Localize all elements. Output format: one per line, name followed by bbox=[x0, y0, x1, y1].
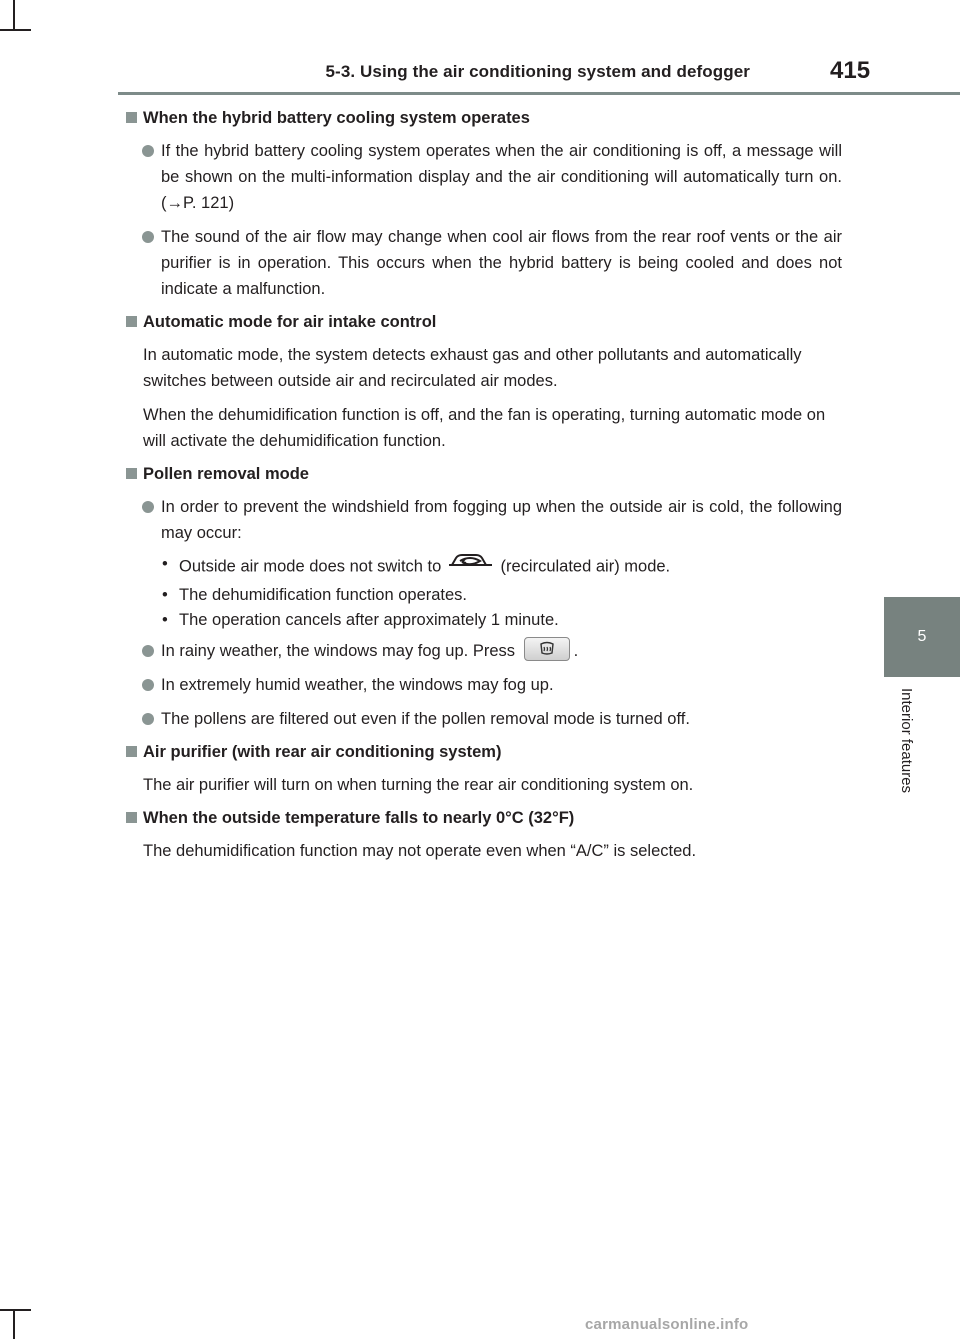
list-item: If the hybrid battery cooling system operates when the air conditioning is off, a message will be shown on the multi-information display and the air conditioning will automatically turn on. (→P. 121) bbox=[126, 138, 842, 216]
square-bullet-icon bbox=[126, 812, 137, 823]
windshield-defogger-button-icon bbox=[524, 637, 570, 661]
watermark: carmanualsonline.info bbox=[585, 1316, 749, 1333]
square-bullet-icon bbox=[126, 468, 137, 479]
section-heading: Pollen removal mode bbox=[126, 462, 842, 486]
list-item: In rainy weather, the windows may fog up. Press . bbox=[126, 638, 842, 664]
square-bullet-icon bbox=[126, 746, 137, 757]
section-heading: When the hybrid battery cooling system operates bbox=[126, 106, 842, 130]
round-bullet-icon bbox=[142, 679, 154, 691]
sub-list bbox=[126, 552, 842, 634]
recirculated-air-icon bbox=[446, 550, 496, 581]
section-heading: When the outside temperature falls to nearly 0°C (32°F) bbox=[126, 806, 842, 830]
round-bullet-icon bbox=[142, 645, 154, 657]
round-bullet-icon bbox=[142, 501, 154, 513]
paragraph: When the dehumidification function is off, and the fan is operating, turning automatic mode on will activate the dehumidification function. bbox=[143, 406, 826, 450]
round-bullet-icon bbox=[142, 713, 154, 725]
crop-mark bbox=[0, 1309, 31, 1311]
page-number: 415 bbox=[830, 57, 871, 84]
chapter-number: 5 bbox=[917, 628, 927, 645]
page-content bbox=[126, 106, 842, 872]
paragraph: The air purifier will turn on when turning the rear air conditioning system on. bbox=[143, 775, 694, 794]
list-item: The sound of the air flow may change when cool air flows from the rear roof vents or the air purifier is in operation. This occurs when the hybrid battery is being cooled and does not indicate a malfunction. bbox=[126, 224, 842, 302]
sub-list-item: • The operation cancels after approximately 1 minute. bbox=[169, 608, 842, 634]
sub-list-item: • Outside air mode does not switch to (recirculated air) mode. bbox=[169, 552, 842, 583]
page-header bbox=[0, 0, 960, 96]
round-bullet-icon bbox=[142, 231, 154, 243]
section-heading: Automatic mode for air intake control bbox=[126, 310, 842, 334]
paragraph: The dehumidification function may not operate even when “A/C” is selected. bbox=[143, 841, 697, 860]
square-bullet-icon bbox=[126, 316, 137, 327]
chapter-label: Interior features bbox=[898, 688, 915, 794]
crop-mark bbox=[13, 1309, 15, 1339]
list-item: The pollens are filtered out even if the pollen removal mode is turned off. bbox=[126, 706, 842, 732]
round-bullet-icon bbox=[142, 145, 154, 157]
list-item: In order to prevent the windshield from fogging up when the outside air is cold, the following may occur: bbox=[126, 494, 842, 546]
header-divider bbox=[118, 92, 960, 95]
paragraph: In automatic mode, the system detects exhaust gas and other pollutants and automatically switches between outside air and recirculated air modes. bbox=[143, 346, 802, 390]
section-title: 5-3. Using the air conditioning system and defogger bbox=[325, 62, 750, 81]
list-item: In extremely humid weather, the windows may fog up. bbox=[126, 672, 842, 698]
square-bullet-icon bbox=[126, 112, 137, 123]
section-heading: Air purifier (with rear air conditioning system) bbox=[126, 740, 842, 764]
sub-list-item: • The dehumidification function operates. bbox=[169, 583, 842, 609]
chapter-tab bbox=[884, 597, 960, 677]
